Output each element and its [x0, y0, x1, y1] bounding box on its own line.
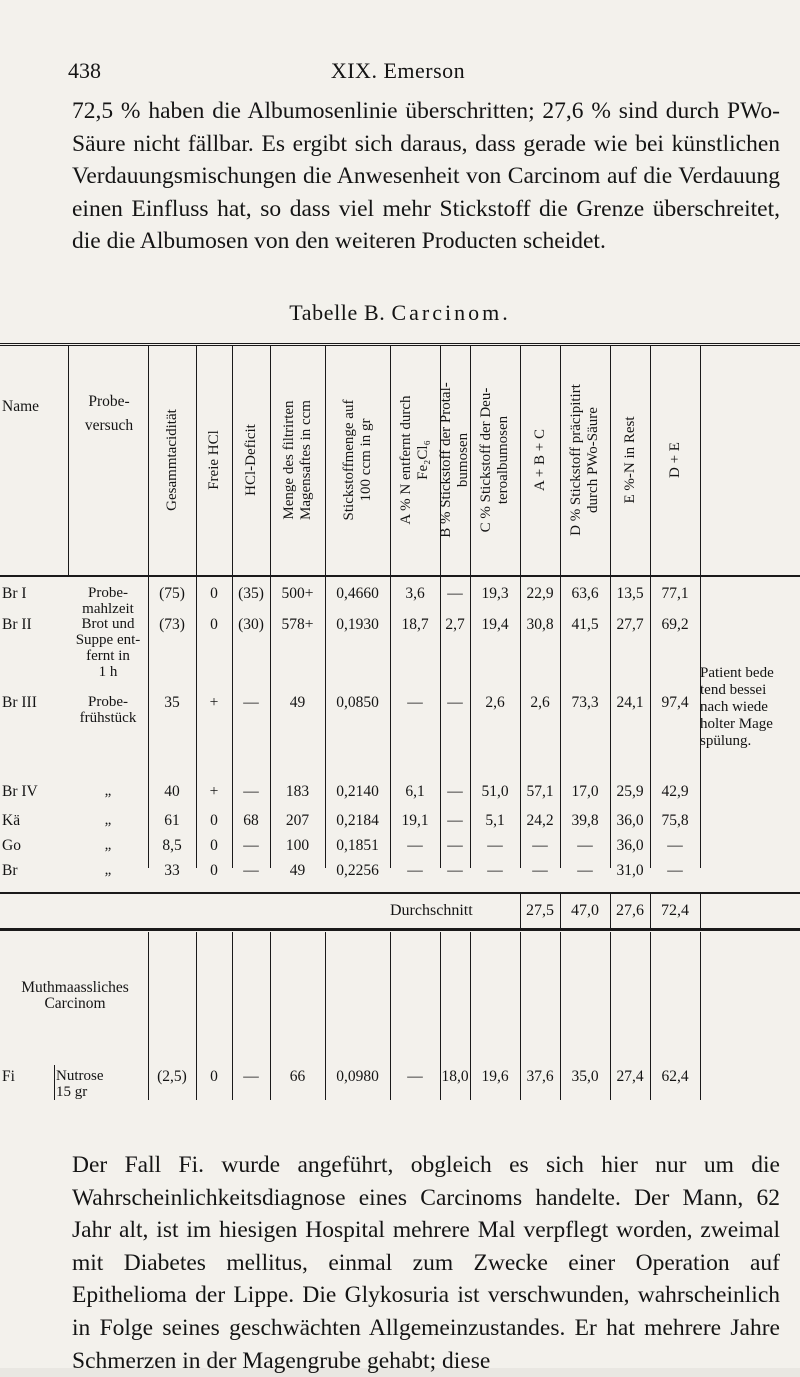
average-de: 72,4	[661, 902, 689, 919]
cell-d: 73,3	[571, 694, 599, 711]
header-column-divider	[232, 346, 233, 575]
cell-b: —	[447, 783, 463, 800]
cell-ges: 33	[164, 862, 180, 879]
header-column-divider	[390, 346, 391, 575]
extra-name: Fi	[2, 1068, 15, 1085]
header-c: C % Stickstoff der Deu- teroalbumosen	[478, 387, 511, 533]
header-column-divider	[520, 346, 521, 575]
extra-cell-ges: (2,5)	[157, 1068, 187, 1085]
cell-c: 51,0	[481, 783, 509, 800]
cell-deficit: 68	[243, 812, 259, 829]
cell-e: 31,0	[616, 862, 644, 879]
header-column-divider	[148, 346, 149, 575]
cell-abc: —	[532, 837, 548, 854]
row-probe: „	[104, 837, 112, 853]
cell-deficit: —	[243, 694, 259, 711]
extra-cell-freie: 0	[210, 1068, 218, 1085]
cell-abc: 2,6	[530, 694, 550, 711]
cell-stick: 0,2256	[336, 862, 379, 879]
average-d: 47,0	[571, 902, 599, 919]
cell-c: 5,1	[485, 812, 505, 829]
cell-b: 2,7	[445, 616, 465, 633]
extra-cell-de: 62,4	[661, 1068, 689, 1085]
row-name: Kä	[2, 812, 21, 829]
average-abc: 27,5	[526, 902, 554, 919]
cell-stick: 0,4660	[336, 585, 379, 602]
extra-cell-c: 19,6	[481, 1068, 509, 1085]
header-menge: Menge des filtrirten Magensaftes in ccm	[280, 400, 314, 520]
header-column-divider	[325, 346, 326, 575]
cell-de: 75,8	[661, 812, 689, 829]
row-probe: Brot und Suppe ent- fernt in 1 h	[75, 616, 141, 680]
average-bottom-rule	[0, 928, 800, 931]
header-de: D + E	[666, 442, 683, 478]
header-d: D % Stickstoff präcipitirt durch PWo-Säure	[568, 384, 601, 536]
cell-c: 19,3	[481, 585, 509, 602]
row-probe: Probe- mahlzeit	[82, 585, 134, 617]
extra-cell-a: —	[407, 1068, 423, 1085]
cell-e: 13,5	[616, 585, 644, 602]
cell-a: 19,1	[401, 812, 429, 829]
cell-e: 25,9	[616, 783, 644, 800]
cell-b: —	[447, 862, 463, 879]
cell-deficit: —	[243, 783, 259, 800]
page-header	[68, 58, 728, 88]
cell-e: 24,1	[616, 694, 644, 711]
header-e: E %-N in Rest	[621, 416, 638, 504]
cell-de: —	[667, 837, 683, 854]
cell-a: 18,7	[401, 616, 429, 633]
extra-cell-abc: 37,6	[526, 1068, 554, 1085]
header-stickstoff: Stickstoffmenge auf 100 ccm in gr	[340, 399, 374, 521]
cell-abc: 57,1	[526, 783, 554, 800]
row-name: Go	[2, 837, 21, 854]
cell-d: 17,0	[571, 783, 599, 800]
cell-ges: (75)	[159, 585, 185, 602]
row-name: Br III	[2, 694, 37, 711]
cell-stick: 0,1851	[336, 837, 379, 854]
cell-c: 2,6	[485, 694, 505, 711]
page-number: 438	[68, 58, 101, 83]
cell-ges: 8,5	[162, 837, 182, 854]
cell-freie: 0	[210, 862, 218, 879]
header-column-divider	[650, 346, 651, 575]
cell-freie: +	[209, 783, 219, 800]
cell-deficit: (35)	[238, 585, 264, 602]
cell-freie: 0	[210, 616, 218, 633]
header-column-divider	[68, 346, 69, 575]
cell-menge: 49	[289, 694, 306, 711]
row-name: Br IV	[2, 783, 38, 800]
cell-menge: 100	[285, 837, 310, 854]
header-hcl-deficit: HCl-Deficit	[242, 424, 259, 496]
closing-paragraph: Der Fall Fi. wurde angeführt, obgleich es sich hier nur um die Wahrscheinlichkeitsdiagnose eines Carcinoms handelte. Der Mann, 62 Jahr alt, ist im hiesigen Hospital mehrere Mal verpflegt worden, zweimal mit Diabetes mellitus, einmal zum Zwecke einer Operation auf Epithelioma der Lippe. Die Glykosuria ist verschwunden, wahrscheinlich in Folge seines geschwächten Allgemeinzustandes. Er hat mehrere Jahre Schmerzen in der Magengrube gehabt; diese	[72, 1152, 780, 1374]
extra-probe: Nutrose 15 gr	[56, 1068, 104, 1100]
row-name: Br I	[2, 585, 27, 602]
extra-cell-d: 35,0	[571, 1068, 599, 1085]
cell-b: —	[447, 585, 463, 602]
cell-e: 36,0	[616, 812, 644, 829]
cell-d: 63,6	[571, 585, 599, 602]
header-column-divider	[270, 346, 271, 575]
cell-a: —	[407, 694, 423, 711]
cell-ges: 35	[164, 694, 180, 711]
header-gesammtaciditaet: Gesammtacidität	[163, 409, 180, 511]
cell-freie: +	[209, 694, 219, 711]
avg-divider	[700, 894, 701, 928]
cell-freie: 0	[210, 812, 218, 829]
cell-freie: 0	[210, 585, 218, 602]
row-name: Br II	[2, 616, 32, 633]
cell-menge: 500+	[281, 585, 314, 602]
table-top-rule	[0, 343, 800, 344]
cell-deficit: (30)	[238, 616, 264, 633]
cell-b: —	[447, 812, 463, 829]
extra-cell-b: 18,0	[441, 1068, 469, 1085]
cell-d: 39,8	[571, 812, 599, 829]
cell-menge: 183	[285, 783, 310, 800]
cell-deficit: —	[243, 862, 259, 879]
cell-abc: 30,8	[526, 616, 554, 633]
cell-stick: 0,2140	[336, 783, 379, 800]
cell-stick: 0,0850	[336, 694, 379, 711]
cell-ges: 61	[164, 812, 180, 829]
cell-a: 6,1	[405, 783, 425, 800]
cell-a: 3,6	[405, 585, 425, 602]
header-probe: Probe- versuch	[84, 393, 134, 434]
header-column-divider	[700, 346, 701, 575]
row-probe: Probe- frühstück	[79, 694, 137, 726]
cell-b: —	[447, 837, 463, 854]
running-title: XIX. Emerson	[330, 58, 466, 83]
table-caption	[0, 300, 800, 326]
extra-name-divider	[54, 1065, 55, 1100]
cell-a: —	[407, 837, 423, 854]
table-caption-prefix: Tabelle B.	[289, 300, 386, 325]
header-bottom-rule	[0, 575, 800, 577]
header-column-divider	[196, 346, 197, 575]
cell-c: 19,4	[481, 616, 509, 633]
cell-d: —	[577, 862, 593, 879]
header-column-divider	[560, 346, 561, 575]
row-name: Br	[2, 862, 18, 879]
cell-menge: 578+	[281, 616, 314, 633]
cell-e: 27,7	[616, 616, 644, 633]
extra-column-divider	[700, 932, 701, 1100]
table-top-rule-2	[0, 345, 800, 346]
header-name: Name	[2, 398, 40, 415]
row-probe: „	[104, 812, 112, 828]
extra-cell-deficit: —	[243, 1068, 259, 1085]
cell-menge: 207	[285, 812, 310, 829]
extra-heading: Muthmaassliches Carcinom	[21, 979, 129, 1012]
header-freie-hcl: Freie HCl	[205, 430, 222, 490]
intro-paragraph: 72,5 % haben die Albumosenlinie überschritten; 27,6 % sind durch PWo-Säure nicht fällbar. Es ergibt sich daraus, dass gerade wie bei künstlichen Verdauungsmischungen die Anwesenheit von Carcinom auf die Verdauung einen Einfluss hat, so dass viel mehr Stickstoff die Grenze überschreitet, die die Albumosen von den weiteren Producten scheidet.	[72, 98, 780, 255]
cell-c: —	[487, 862, 503, 879]
cell-menge: 49	[289, 862, 306, 879]
cell-de: 77,1	[661, 585, 689, 602]
body-bottom-rule	[0, 892, 800, 894]
cell-ges: (73)	[159, 616, 185, 633]
extra-cell-e: 27,4	[616, 1068, 644, 1085]
cell-abc: 22,9	[526, 585, 554, 602]
row-probe: „	[104, 862, 112, 878]
cell-stick: 0,2184	[336, 812, 379, 829]
cell-de: 97,4	[661, 694, 689, 711]
header-a: A % N entfernt durch Fe₂Cl₆	[398, 395, 431, 525]
cell-stick: 0,1930	[336, 616, 379, 633]
cell-deficit: —	[243, 837, 259, 854]
table-caption-title: Carcinom.	[391, 300, 511, 325]
cell-de: 42,9	[661, 783, 689, 800]
cell-b: —	[447, 694, 463, 711]
cell-d: 41,5	[571, 616, 599, 633]
cell-abc: 24,2	[526, 812, 554, 829]
cell-a: —	[407, 862, 423, 879]
cell-freie: 0	[210, 837, 218, 854]
patient-note: Patient bede tend bessei nach wiede holter Mage spülung.	[700, 665, 774, 749]
header-column-divider	[610, 346, 611, 575]
cell-de: 69,2	[661, 616, 689, 633]
average-label: Durchschnitt	[390, 902, 473, 919]
row-probe: „	[104, 783, 112, 799]
cell-abc: —	[532, 862, 548, 879]
header-b: B % Stickstoff der Protal- bumosen	[438, 382, 471, 538]
average-e: 27,6	[616, 902, 644, 919]
cell-de: —	[667, 862, 683, 879]
cell-d: —	[577, 837, 593, 854]
header-abc: A + B + C	[531, 429, 548, 491]
cell-c: —	[487, 837, 503, 854]
extra-cell-menge: 66	[289, 1068, 306, 1085]
cell-e: 36,0	[616, 837, 644, 854]
cell-ges: 40	[164, 783, 180, 800]
extra-cell-stick: 0,0980	[336, 1068, 379, 1085]
